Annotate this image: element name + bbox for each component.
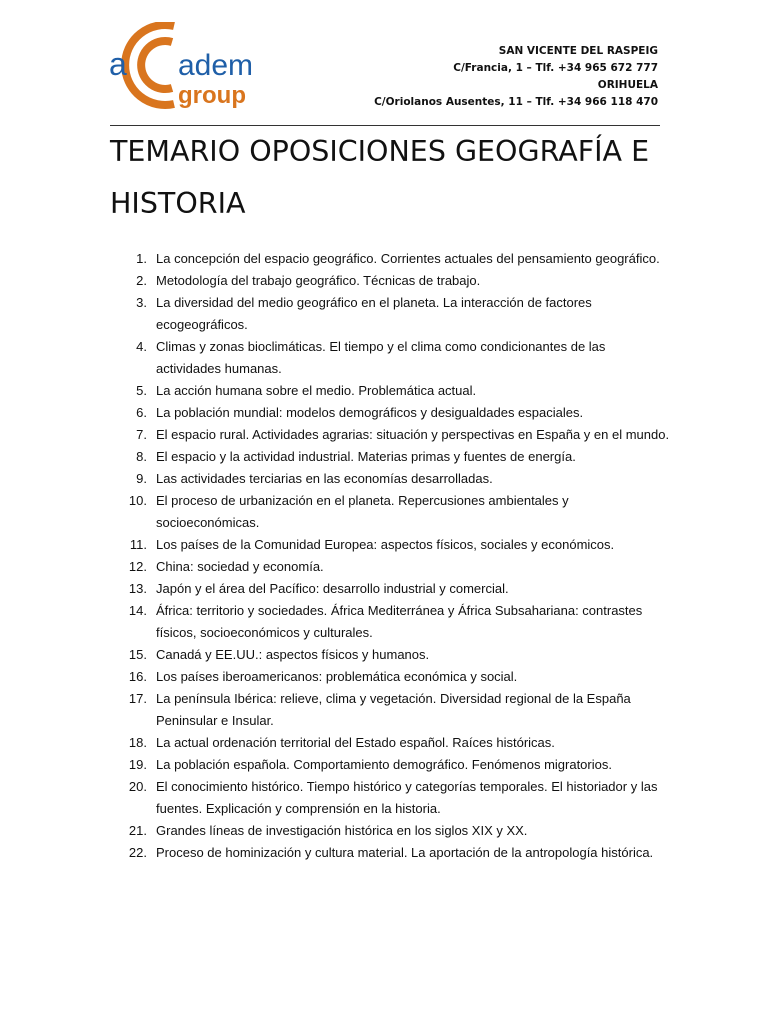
list-item-text: La diversidad del medio geográfico en el planeta. La interacción de factores ecogeográficos. (156, 295, 592, 332)
address-line-2: C/Francia, 1 – Tlf. +34 965 672 777 (453, 62, 658, 74)
contact-address (374, 43, 658, 111)
list-item-text: Proceso de hominización y cultura material. La aportación de la antropología histórica. (156, 845, 654, 860)
list-item (110, 776, 670, 820)
list-item-number: 14. (128, 603, 147, 618)
list-item (110, 270, 670, 292)
list-item-number: 4. (136, 339, 147, 354)
list-item-number: 11. (129, 537, 147, 552)
list-item-text: La población mundial: modelos demográficos y desigualdades espaciales. (156, 405, 584, 420)
list-item-text: La concepción del espacio geográfico. Corrientes actuales del pensamiento geográfico. (156, 251, 660, 266)
list-item-text: China: sociedad y economía. (156, 559, 324, 574)
logo-word-group: group (178, 82, 246, 109)
list-item (110, 248, 670, 270)
list-item (110, 446, 670, 468)
list-item-text: El espacio y la actividad industrial. Materias primas y fuentes de energía. (156, 449, 576, 464)
list-item-number: 8. (136, 449, 147, 464)
list-item-text: El espacio rural. Actividades agrarias: situación y perspectivas en España y en el mundo. (156, 427, 670, 442)
title-line-2: HISTORIA (110, 187, 246, 220)
page-title (110, 126, 670, 230)
list-item (110, 534, 670, 556)
list-item-text: La población española. Comportamiento demográfico. Fenómenos migratorios. (156, 757, 612, 772)
list-item-number: 2. (136, 273, 147, 288)
address-line-1: SAN VICENTE DEL RASPEIG (498, 45, 658, 57)
topic-list (110, 248, 670, 864)
list-item (110, 424, 670, 446)
list-item-number: 19. (128, 757, 147, 772)
list-item (110, 754, 670, 776)
list-item-number: 21. (128, 823, 147, 838)
list-item-text: Las actividades terciarias en las economías desarrolladas. (156, 471, 493, 486)
list-item-text: Los países de la Comunidad Europea: aspectos físicos, sociales y económicos. (156, 537, 615, 552)
list-item (110, 292, 670, 336)
list-item-number: 6. (136, 405, 147, 420)
list-item (110, 842, 670, 864)
list-item-number: 16. (128, 669, 147, 684)
list-item (110, 380, 670, 402)
list-item-text: La actual ordenación territorial del Estado español. Raíces históricas. (156, 735, 555, 750)
list-item (110, 490, 670, 534)
list-item (110, 820, 670, 842)
list-item-number: 3. (136, 295, 147, 310)
list-item-number: 7. (136, 427, 147, 442)
list-item-text: Canadá y EE.UU.: aspectos físicos y humanos. (156, 647, 430, 662)
address-line-4: C/Oriolanos Ausentes, 11 – Tlf. +34 966 118 470 (374, 96, 658, 108)
logo-word-adem: adem (178, 49, 254, 82)
list-item-number: 20. (128, 779, 147, 794)
logo-letter-a: a (109, 46, 127, 82)
list-item (110, 732, 670, 754)
list-item-number: 5. (136, 383, 147, 398)
list-item (110, 468, 670, 490)
academ-group-logo (108, 22, 268, 112)
list-item (110, 600, 670, 644)
list-item (110, 688, 670, 732)
logo-inner-arc (141, 41, 172, 89)
list-item (110, 666, 670, 688)
list-item-text: El conocimiento histórico. Tiempo histórico y categorías temporales. El historiador y las fuentes. Explicación y comprensión en la historia. (156, 779, 658, 816)
list-item (110, 644, 670, 666)
list-item-text: Grandes líneas de investigación histórica en los siglos XIX y XX. (156, 823, 528, 838)
list-item-number: 9. (136, 471, 147, 486)
title-line-1: TEMARIO OPOSICIONES GEOGRAFÍA E (110, 135, 650, 168)
list-item-text: Metodología del trabajo geográfico. Técnicas de trabajo. (156, 273, 481, 288)
list-item-number: 12. (128, 559, 147, 574)
list-item (110, 578, 670, 600)
list-item-number: 17. (128, 691, 147, 706)
list-item-number: 1. (136, 251, 147, 266)
list-item-text: Los países iberoamericanos: problemática económica y social. (156, 669, 518, 684)
list-item (110, 556, 670, 578)
list-item-text: África: territorio y sociedades. África Mediterránea y África Subsahariana: contrastes físicos, socioeconómicos y culturales. (156, 603, 643, 640)
list-item-text: La península Ibérica: relieve, clima y vegetación. Diversidad regional de la España Peninsular e Insular. (156, 691, 631, 728)
list-item-text: Climas y zonas bioclimáticas. El tiempo y el clima como condicionantes de las actividades humanas. (156, 339, 606, 376)
list-item-number: 15. (128, 647, 147, 662)
list-item-text: Japón y el área del Pacífico: desarrollo industrial y comercial. (156, 581, 509, 596)
list-item-text: El proceso de urbanización en el planeta. Repercusiones ambientales y socioeconómicas. (156, 493, 569, 530)
list-item-number: 22. (128, 845, 147, 860)
list-item-number: 13. (128, 581, 147, 596)
list-item-number: 10. (128, 493, 147, 508)
list-item (110, 336, 670, 380)
address-line-3: ORIHUELA (597, 79, 658, 91)
list-item-number: 18. (128, 735, 147, 750)
list-item-text: La acción humana sobre el medio. Problemática actual. (156, 383, 477, 398)
list-item (110, 402, 670, 424)
